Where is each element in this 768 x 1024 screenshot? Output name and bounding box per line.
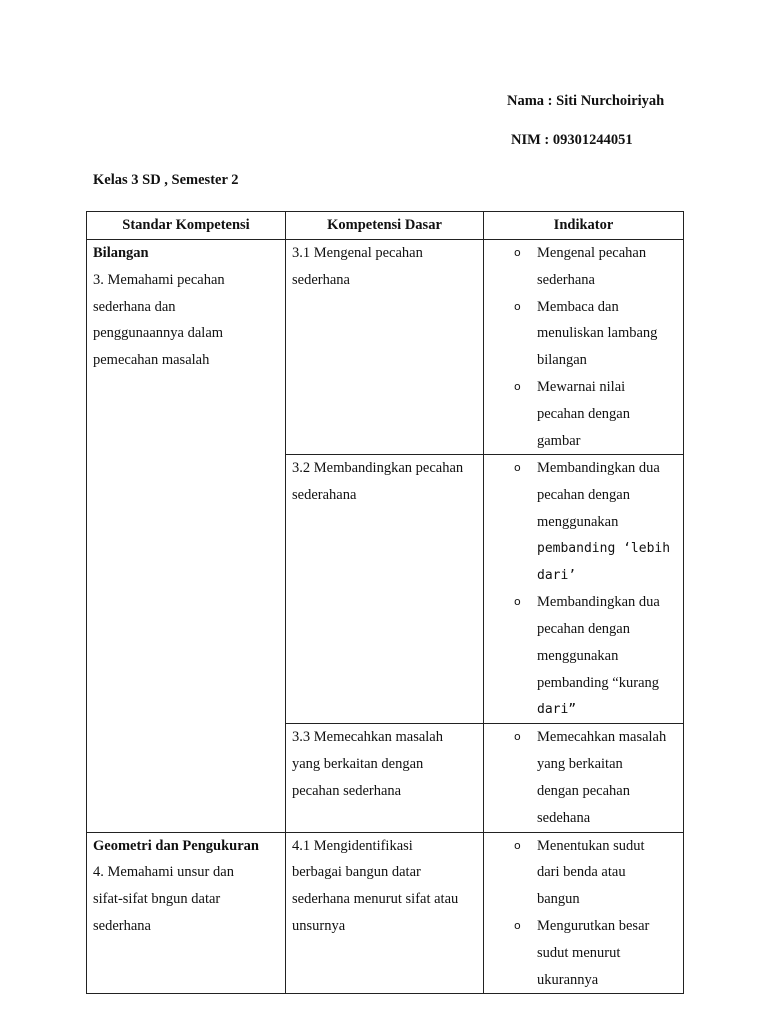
kd-text: pecahan sederhana [292,782,402,799]
indicator-item [490,294,677,374]
kd-text: 3.1 Mengenal pecahan [292,245,423,261]
kd-cell-4-1 [286,832,484,994]
indicator-text: pembanding “kurang [537,674,660,691]
bullet-circle-icon: o [514,461,521,475]
header-standar-kompetensi: Standar Kompetensi [87,212,286,240]
indicator-item [490,913,677,993]
indicator-item [490,374,677,454]
bullet-circle-icon: o [514,838,521,852]
indicator-text: sedehana [537,809,591,826]
bullet-circle-icon: o [514,299,521,313]
table-header-row [87,212,684,240]
competency-table [86,211,684,994]
indicator-item [490,240,677,294]
bullet-circle-icon: o [514,918,521,932]
indicator-text: Membaca dan [537,298,619,315]
standard-text: sifat-sifat bngun datar [93,891,221,908]
kd-text: yang berkaitan dengan [292,756,424,773]
kd-cell-3-1 [286,240,484,455]
indicator-cell-3-1 [484,240,684,455]
standard-cell-bilangan [87,240,286,833]
indicator-text: sudut menurut [537,944,621,961]
kd-text: sederhana menurut sifat atau [292,891,459,908]
indicator-text: dari” [537,701,577,717]
indicator-text: menuliskan lambang [537,325,658,342]
indicator-text: bangun [537,891,580,908]
indicator-text: menggunakan [537,513,619,530]
indicator-text: Mengurutkan besar [537,917,650,934]
kd-text: 3.3 Memecahkan masalah [292,729,443,746]
table-row [87,832,684,994]
indicator-text: ukurannya [537,971,599,988]
section-title: Geometri dan Pengukuran [93,837,259,854]
indicator-text: sederhana [537,271,595,288]
standard-text: 4. Memahami unsur dan [93,864,234,881]
indicator-text: yang berkaitan [537,756,623,773]
kd-text: unsurnya [292,917,346,934]
indicator-cell-3-2 [484,455,684,724]
standard-cell-geometri [87,832,286,994]
indicator-text: dari benda atau [537,864,626,881]
section-title: Bilangan [93,245,149,261]
indicator-text: Menentukan sudut [537,837,645,854]
header-kompetensi-dasar: Kompetensi Dasar [286,212,484,240]
indicator-text: Membandingkan dua [537,460,660,477]
indicator-text: Membandingkan dua [537,594,660,611]
kd-text: 3.2 Membandingkan pecahan [292,460,464,477]
indicator-cell-4-1 [484,832,684,994]
bullet-circle-icon: o [514,246,521,259]
indicator-text: pembanding ‘lebih [537,540,671,556]
indicator-text: Memecahkan masalah [537,729,667,746]
indicator-text: pecahan dengan [537,621,630,638]
kd-text: berbagai bangun datar [292,864,421,881]
kd-cell-3-2 [286,455,484,724]
indicator-text: menggunakan [537,647,619,664]
kd-text: sederhana [292,271,350,288]
standard-text: sederhana dan [93,298,176,315]
indicator-text: pecahan dengan [537,487,630,504]
table-row [87,240,684,455]
indicator-item [490,455,677,589]
indicator-text: pecahan dengan [537,405,630,422]
header-indikator: Indikator [484,212,684,240]
indicator-item [490,833,677,913]
bullet-circle-icon: o [514,730,521,744]
indicator-text: dengan pecahan [537,782,630,799]
kd-cell-3-3 [286,724,484,832]
bullet-circle-icon: o [514,595,521,609]
kd-text: sederahana [292,487,357,504]
standard-text: sederhana [93,917,151,934]
indicator-item [490,589,677,723]
standard-text: pemecahan masalah [93,352,210,369]
indicator-text: gambar [537,432,581,449]
indicator-text: bilangan [537,352,587,369]
indicator-text: Mewarnai nilai [537,378,626,395]
indicator-text: Mengenal pecahan [537,245,647,261]
student-name: Nama : Siti Nurchoiriyah [507,93,665,109]
indicator-item [490,724,677,831]
standard-text: 3. Memahami pecahan [93,271,225,288]
indicator-cell-3-3 [484,724,684,832]
indicator-text: dari’ [537,567,577,583]
student-nim: NIM : 09301244051 [511,132,633,148]
class-semester: Kelas 3 SD , Semester 2 [93,172,239,188]
kd-text: 4.1 Mengidentifikasi [292,837,413,854]
bullet-circle-icon: o [514,379,521,393]
standard-text: penggunaannya dalam [93,325,224,342]
